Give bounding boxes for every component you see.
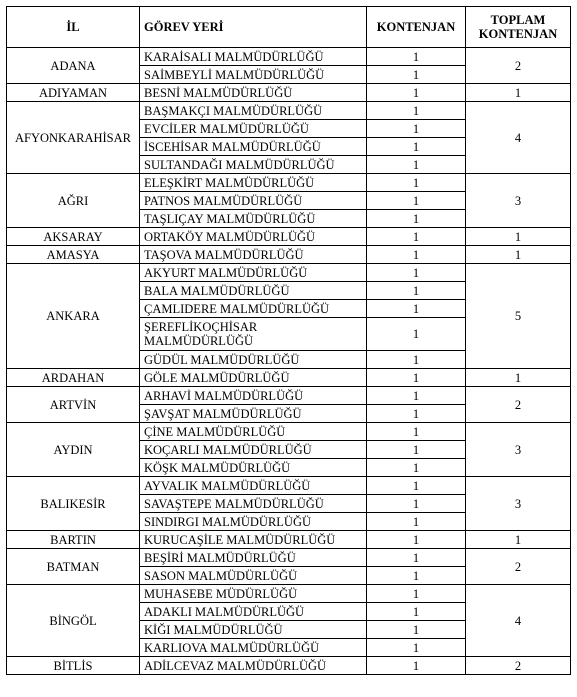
gorev-yeri-cell: TAŞOVA MALMÜDÜRLÜĞÜ — [140, 246, 367, 264]
il-cell: ANKARA — [7, 264, 140, 369]
toplam-kontenjan-cell: 5 — [466, 264, 571, 369]
kontenjan-cell: 1 — [367, 387, 466, 405]
toplam-kontenjan-cell: 2 — [466, 387, 571, 423]
il-cell: ADANA — [7, 48, 140, 84]
gorev-yeri-cell: EVCİLER MALMÜDÜRLÜĞÜ — [140, 120, 367, 138]
gorev-yeri-cell: SAVAŞTEPE MALMÜDÜRLÜĞÜ — [140, 495, 367, 513]
kontenjan-cell: 1 — [367, 585, 466, 603]
table-row — [7, 531, 571, 549]
toplam-kontenjan-cell: 4 — [466, 102, 571, 174]
kontenjan-cell: 1 — [367, 369, 466, 387]
il-cell: ARDAHAN — [7, 369, 140, 387]
kontenjan-cell: 1 — [367, 282, 466, 300]
kontenjan-cell: 1 — [367, 639, 466, 657]
kontenjan-cell: 1 — [367, 459, 466, 477]
toplam-kontenjan-cell: 1 — [466, 369, 571, 387]
il-cell: BİTLİS — [7, 657, 140, 675]
gorev-yeri-cell: KARAİSALI MALMÜDÜRLÜĞÜ — [140, 48, 367, 66]
kontenjan-cell: 1 — [367, 210, 466, 228]
toplam-kontenjan-cell: 1 — [466, 228, 571, 246]
kontenjan-cell: 1 — [367, 300, 466, 318]
kontenjan-cell: 1 — [367, 477, 466, 495]
toplam-kontenjan-cell: 1 — [466, 84, 571, 102]
kontenjan-cell: 1 — [367, 246, 466, 264]
il-cell: AKSARAY — [7, 228, 140, 246]
gorev-yeri-cell: PATNOS MALMÜDÜRLÜĞÜ — [140, 192, 367, 210]
kontenjan-cell: 1 — [367, 531, 466, 549]
il-cell: ARTVİN — [7, 387, 140, 423]
toplam-kontenjan-cell: 1 — [466, 531, 571, 549]
kontenjan-cell: 1 — [367, 48, 466, 66]
il-cell: AMASYA — [7, 246, 140, 264]
kontenjan-cell: 1 — [367, 66, 466, 84]
gorev-yeri-cell: KİĞI MALMÜDÜRLÜĞÜ — [140, 621, 367, 639]
kontenjan-cell: 1 — [367, 621, 466, 639]
header-toplam-kontenjan: TOPLAM KONTENJAN — [466, 7, 571, 48]
kontenjan-cell: 1 — [367, 156, 466, 174]
gorev-yeri-cell: SINDIRGI MALMÜDÜRLÜĞÜ — [140, 513, 367, 531]
kontenjan-cell: 1 — [367, 264, 466, 282]
kontenjan-cell: 1 — [367, 513, 466, 531]
toplam-kontenjan-cell: 3 — [466, 174, 571, 228]
header-gorev-yeri: GÖREV YERİ — [140, 7, 367, 48]
kontenjan-cell: 1 — [367, 174, 466, 192]
gorev-yeri-cell: ELEŞKİRT MALMÜDÜRLÜĞÜ — [140, 174, 367, 192]
toplam-kontenjan-cell: 1 — [466, 246, 571, 264]
table-row — [7, 246, 571, 264]
kontenjan-cell: 1 — [367, 549, 466, 567]
table-row — [7, 174, 571, 192]
kontenjan-cell: 1 — [367, 192, 466, 210]
il-cell: BALIKESİR — [7, 477, 140, 531]
gorev-yeri-cell: AYVALIK MALMÜDÜRLÜĞÜ — [140, 477, 367, 495]
gorev-yeri-cell: GÖLE MALMÜDÜRLÜĞÜ — [140, 369, 367, 387]
gorev-yeri-cell: ŞAVŞAT MALMÜDÜRLÜĞÜ — [140, 405, 367, 423]
header-kontenjan: KONTENJAN — [367, 7, 466, 48]
toplam-kontenjan-cell: 2 — [466, 549, 571, 585]
gorev-yeri-cell: ORTAKÖY MALMÜDÜRLÜĞÜ — [140, 228, 367, 246]
kontenjan-cell: 1 — [367, 120, 466, 138]
gorev-yeri-cell: MUHASEBE MÜDÜRLÜĞÜ — [140, 585, 367, 603]
gorev-yeri-cell: ŞEREFLİKOÇHİSAR MALMÜDÜRLÜĞÜ — [140, 318, 367, 351]
table-row — [7, 657, 571, 675]
table-row — [7, 84, 571, 102]
il-cell: BARTIN — [7, 531, 140, 549]
kontenjan-cell: 1 — [367, 405, 466, 423]
toplam-kontenjan-cell: 3 — [466, 423, 571, 477]
table-row — [7, 48, 571, 66]
gorev-yeri-cell: TAŞLIÇAY MALMÜDÜRLÜĞÜ — [140, 210, 367, 228]
kontenjan-cell: 1 — [367, 84, 466, 102]
gorev-yeri-cell: AKYURT MALMÜDÜRLÜĞÜ — [140, 264, 367, 282]
table-body — [7, 48, 571, 675]
table-row — [7, 369, 571, 387]
kontenjan-cell: 1 — [367, 567, 466, 585]
kontenjan-cell: 1 — [367, 603, 466, 621]
gorev-yeri-cell: KARLIOVA MALMÜDÜRLÜĞÜ — [140, 639, 367, 657]
gorev-yeri-cell: KÖŞK MALMÜDÜRLÜĞÜ — [140, 459, 367, 477]
toplam-kontenjan-cell: 4 — [466, 585, 571, 657]
table-row — [7, 264, 571, 282]
kontenjan-cell: 1 — [367, 423, 466, 441]
gorev-yeri-cell: SAİMBEYLİ MALMÜDÜRLÜĞÜ — [140, 66, 367, 84]
toplam-kontenjan-cell: 3 — [466, 477, 571, 531]
il-cell: ADIYAMAN — [7, 84, 140, 102]
kontenjan-cell: 1 — [367, 441, 466, 459]
il-cell: BATMAN — [7, 549, 140, 585]
il-cell: BİNGÖL — [7, 585, 140, 657]
gorev-yeri-cell: ÇAMLIDERE MALMÜDÜRLÜĞÜ — [140, 300, 367, 318]
table-row — [7, 477, 571, 495]
header-row — [7, 7, 571, 48]
gorev-yeri-cell: BESNİ MALMÜDÜRLÜĞÜ — [140, 84, 367, 102]
gorev-yeri-cell: ADAKLI MALMÜDÜRLÜĞÜ — [140, 603, 367, 621]
kontenjan-cell: 1 — [367, 138, 466, 156]
gorev-yeri-cell: KOÇARLI MALMÜDÜRLÜĞÜ — [140, 441, 367, 459]
il-cell: AĞRI — [7, 174, 140, 228]
il-cell: AFYONKARAHİSAR — [7, 102, 140, 174]
kontenjan-cell: 1 — [367, 495, 466, 513]
toplam-kontenjan-cell: 2 — [466, 48, 571, 84]
table-row — [7, 387, 571, 405]
gorev-yeri-cell: ARHAVİ MALMÜDÜRLÜĞÜ — [140, 387, 367, 405]
kontenjan-cell: 1 — [367, 228, 466, 246]
table-row — [7, 228, 571, 246]
gorev-yeri-cell: SASON MALMÜDÜRLÜĞÜ — [140, 567, 367, 585]
kontenjan-cell: 1 — [367, 351, 466, 369]
gorev-yeri-cell: GÜDÜL MALMÜDÜRLÜĞÜ — [140, 351, 367, 369]
kontenjan-table — [6, 6, 571, 675]
kontenjan-cell: 1 — [367, 657, 466, 675]
table-row — [7, 423, 571, 441]
gorev-yeri-cell: KURUCAŞİLE MALMÜDÜRLÜĞÜ — [140, 531, 367, 549]
kontenjan-cell: 1 — [367, 102, 466, 120]
gorev-yeri-cell: SULTANDAĞI MALMÜDÜRLÜĞÜ — [140, 156, 367, 174]
gorev-yeri-cell: İSCEHİSAR MALMÜDÜRLÜĞÜ — [140, 138, 367, 156]
header-il: İL — [7, 7, 140, 48]
kontenjan-cell: 1 — [367, 318, 466, 351]
il-cell: AYDIN — [7, 423, 140, 477]
gorev-yeri-cell: BEŞİRİ MALMÜDÜRLÜĞÜ — [140, 549, 367, 567]
gorev-yeri-cell: BAŞMAKÇI MALMÜDÜRLÜĞÜ — [140, 102, 367, 120]
gorev-yeri-cell: BALA MALMÜDÜRLÜĞÜ — [140, 282, 367, 300]
table-row — [7, 585, 571, 603]
table-row — [7, 549, 571, 567]
gorev-yeri-cell: ADİLCEVAZ MALMÜDÜRLÜĞÜ — [140, 657, 367, 675]
table-row — [7, 102, 571, 120]
toplam-kontenjan-cell: 2 — [466, 657, 571, 675]
gorev-yeri-cell: ÇİNE MALMÜDÜRLÜĞÜ — [140, 423, 367, 441]
